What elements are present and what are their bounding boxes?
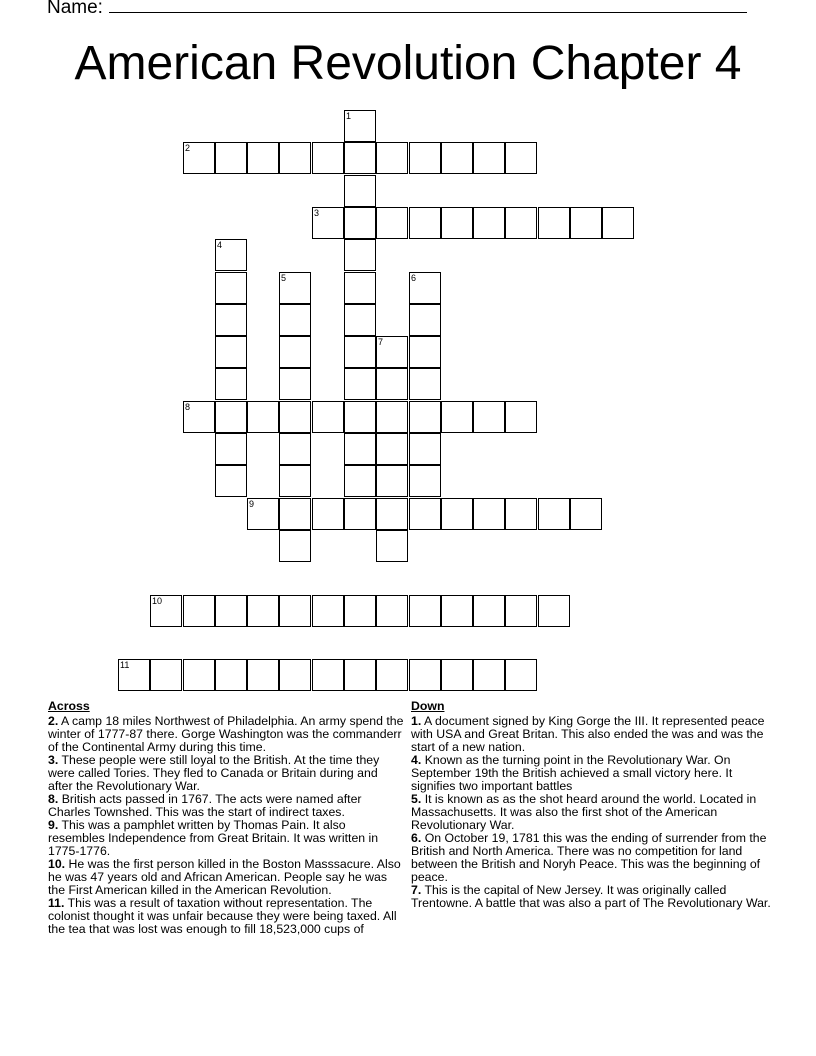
clue-text: It is known as as the shot heard around the world. Located in Massachusetts. It was also the first shot of the American Revolutionary War. [411,792,757,832]
grid-cell[interactable] [376,465,408,497]
grid-cell[interactable] [409,659,441,691]
across-clue [48,897,404,936]
down-clue [411,754,771,793]
clue-text: This was a pamphlet written by Thomas Pain. It also resembles Independence from Great Britain. It was written in 1775-1776. [48,818,379,858]
grid-cell[interactable] [409,207,441,239]
grid-cell[interactable] [279,336,311,368]
grid-cell[interactable] [376,530,408,562]
grid-cell[interactable] [344,433,376,465]
down-heading: Down [411,699,445,713]
grid-cell[interactable] [150,659,182,691]
grid-cell[interactable] [215,595,247,627]
clue-text: He was the first person killed in the Boston Masssacure. Also he was 47 years old and African American. People say he was the First American killed in the American Revolution. [48,857,401,897]
grid-cell[interactable] [441,207,473,239]
grid-cell[interactable] [215,272,247,304]
clue-number-label: 4 [217,240,223,250]
grid-cell[interactable] [505,207,537,239]
grid-cell[interactable] [473,207,505,239]
grid-cell[interactable] [279,142,311,174]
grid-cell[interactable] [247,595,279,627]
grid-cell[interactable] [505,659,537,691]
clue-text: Known as the turning point in the Revolutionary War. On September 19th the British achieved a small victory here. It signifies two important battles [411,753,733,793]
clue-number: 3. [48,753,59,767]
grid-cell[interactable] [279,272,311,304]
grid-cell[interactable] [409,401,441,433]
down-clue [411,884,771,910]
grid-cell[interactable] [570,207,602,239]
grid-cell[interactable] [215,465,247,497]
grid-cell[interactable] [505,142,537,174]
grid-cell[interactable] [344,239,376,271]
across-clue [48,858,404,897]
clue-text: British acts passed in 1767. The acts were named after Charles Townshed. This was the start of indirect taxes. [48,792,362,819]
down-clue [411,832,771,884]
grid-cell[interactable] [344,110,376,142]
grid-cell[interactable] [473,659,505,691]
grid-cell[interactable] [183,142,215,174]
grid-cell[interactable] [473,142,505,174]
grid-cell[interactable] [505,498,537,530]
clue-number: 7. [411,883,422,897]
clue-text: A document signed by King Gorge the III. It represented peace with USA and Great Britan. This also ended the was and was the start of a new nation. [411,714,765,754]
grid-cell[interactable] [344,272,376,304]
grid-cell[interactable] [344,207,376,239]
grid-cell[interactable] [215,659,247,691]
grid-cell[interactable] [312,498,344,530]
grid-cell[interactable] [376,595,408,627]
grid-cell[interactable] [409,304,441,336]
grid-cell[interactable] [215,239,247,271]
grid-cell[interactable] [215,401,247,433]
grid-cell[interactable] [409,595,441,627]
grid-cell[interactable] [376,142,408,174]
grid-cell[interactable] [473,401,505,433]
grid-cell[interactable] [279,368,311,400]
grid-cell[interactable] [538,207,570,239]
across-clue [48,793,404,819]
grid-cell[interactable] [279,498,311,530]
grid-cell[interactable] [505,595,537,627]
grid-cell[interactable] [409,465,441,497]
grid-cell[interactable] [344,401,376,433]
across-clue [48,715,404,754]
grid-cell[interactable] [247,401,279,433]
grid-cell[interactable] [376,433,408,465]
grid-cell[interactable] [344,595,376,627]
grid-cell[interactable] [312,207,344,239]
clue-number: 6. [411,831,422,845]
clue-number-label: 5 [281,273,287,283]
grid-cell[interactable] [473,595,505,627]
grid-cell[interactable] [279,401,311,433]
grid-cell[interactable] [118,659,150,691]
grid-cell[interactable] [376,659,408,691]
clue-number-label: 2 [185,143,191,153]
grid-cell[interactable] [247,142,279,174]
grid-cell[interactable] [570,498,602,530]
grid-cell[interactable] [279,433,311,465]
clue-number-label: 6 [411,273,417,283]
grid-cell[interactable] [344,336,376,368]
grid-cell[interactable] [441,498,473,530]
grid-cell[interactable] [344,175,376,207]
grid-cell[interactable] [215,142,247,174]
grid-cell[interactable] [441,142,473,174]
clue-number-label: 11 [120,660,130,670]
grid-cell[interactable] [538,498,570,530]
grid-cell[interactable] [376,368,408,400]
grid-cell[interactable] [538,595,570,627]
grid-cell[interactable] [473,498,505,530]
across-clues [48,700,404,936]
clue-number-label: 8 [185,402,191,412]
grid-cell[interactable] [602,207,634,239]
clue-number: 10. [48,857,66,871]
grid-cell[interactable] [409,142,441,174]
grid-cell[interactable] [312,142,344,174]
grid-cell[interactable] [409,433,441,465]
grid-cell[interactable] [344,465,376,497]
grid-cell[interactable] [312,595,344,627]
grid-cell[interactable] [409,336,441,368]
grid-cell[interactable] [279,595,311,627]
grid-cell[interactable] [215,304,247,336]
clue-text: A camp 18 miles Northwest of Philadelphia. An army spend the winter of 1777-87 there. Gorge Washington was the commanderr of the Continental Army during this time. [48,714,404,754]
clue-number: 1. [411,714,422,728]
grid-cell[interactable] [344,659,376,691]
grid-cell[interactable] [441,659,473,691]
grid-cell[interactable] [247,659,279,691]
grid-cell[interactable] [150,595,182,627]
clue-number: 11. [48,896,65,910]
across-clue [48,754,404,793]
across-heading: Across [48,699,90,713]
page-title: American Revolution Chapter 4 [74,37,742,90]
grid-cell[interactable] [376,498,408,530]
clue-number: 4. [411,753,422,767]
clue-number-label: 9 [249,499,255,509]
grid-cell[interactable] [344,368,376,400]
clue-number: 9. [48,818,59,832]
clue-number-label: 3 [314,208,320,218]
clue-number: 8. [48,792,59,806]
grid-cell[interactable] [279,304,311,336]
grid-cell[interactable] [215,368,247,400]
grid-cell[interactable] [409,368,441,400]
grid-cell[interactable] [505,401,537,433]
grid-cell[interactable] [215,433,247,465]
clue-number: 2. [48,714,59,728]
across-clue [48,819,404,858]
clue-number-label: 7 [378,337,384,347]
grid-cell[interactable] [312,401,344,433]
grid-cell[interactable] [183,659,215,691]
grid-cell[interactable] [344,142,376,174]
grid-cell[interactable] [183,595,215,627]
grid-cell[interactable] [247,498,279,530]
down-clue [411,715,771,754]
grid-cell[interactable] [376,207,408,239]
grid-cell[interactable] [344,498,376,530]
grid-cell[interactable] [279,530,311,562]
grid-cell[interactable] [409,498,441,530]
grid-cell[interactable] [279,465,311,497]
clue-number: 5. [411,792,422,806]
clue-text: On October 19, 1781 this was the ending of surrender from the British and North America. There was no competition for land between the British and Noryh Peace. This was the beginning of peace. [411,831,767,884]
down-clues [411,700,771,910]
grid-cell[interactable] [183,401,215,433]
down-clue [411,793,771,832]
grid-cell[interactable] [441,401,473,433]
down-clue-list [411,715,771,910]
clue-text: This is the capital of New Jersey. It was originally called Trentowne. A battle that was also a part of The Revolutionary War. [411,883,771,910]
grid-cell[interactable] [344,304,376,336]
clue-text: These people were still loyal to the British. At the time they were called Tories. They fled to Canada or Britain during and after the Revolutionary War. [48,753,380,793]
grid-cell[interactable] [376,401,408,433]
grid-cell[interactable] [279,659,311,691]
grid-cell[interactable] [376,336,408,368]
grid-cell[interactable] [441,595,473,627]
grid-cell[interactable] [312,659,344,691]
grid-cell[interactable] [409,272,441,304]
across-clue-list [48,715,404,936]
clue-text: This was a result of taxation without representation. The colonist thought it was unfair because they were being taxed. All the tea that was lost was enough to fill 18,523,000 cups of [48,896,397,936]
grid-cell[interactable] [215,336,247,368]
name-label: Name: [47,0,103,18]
clue-number-label: 10 [152,596,163,606]
clue-number-label: 1 [346,111,352,121]
